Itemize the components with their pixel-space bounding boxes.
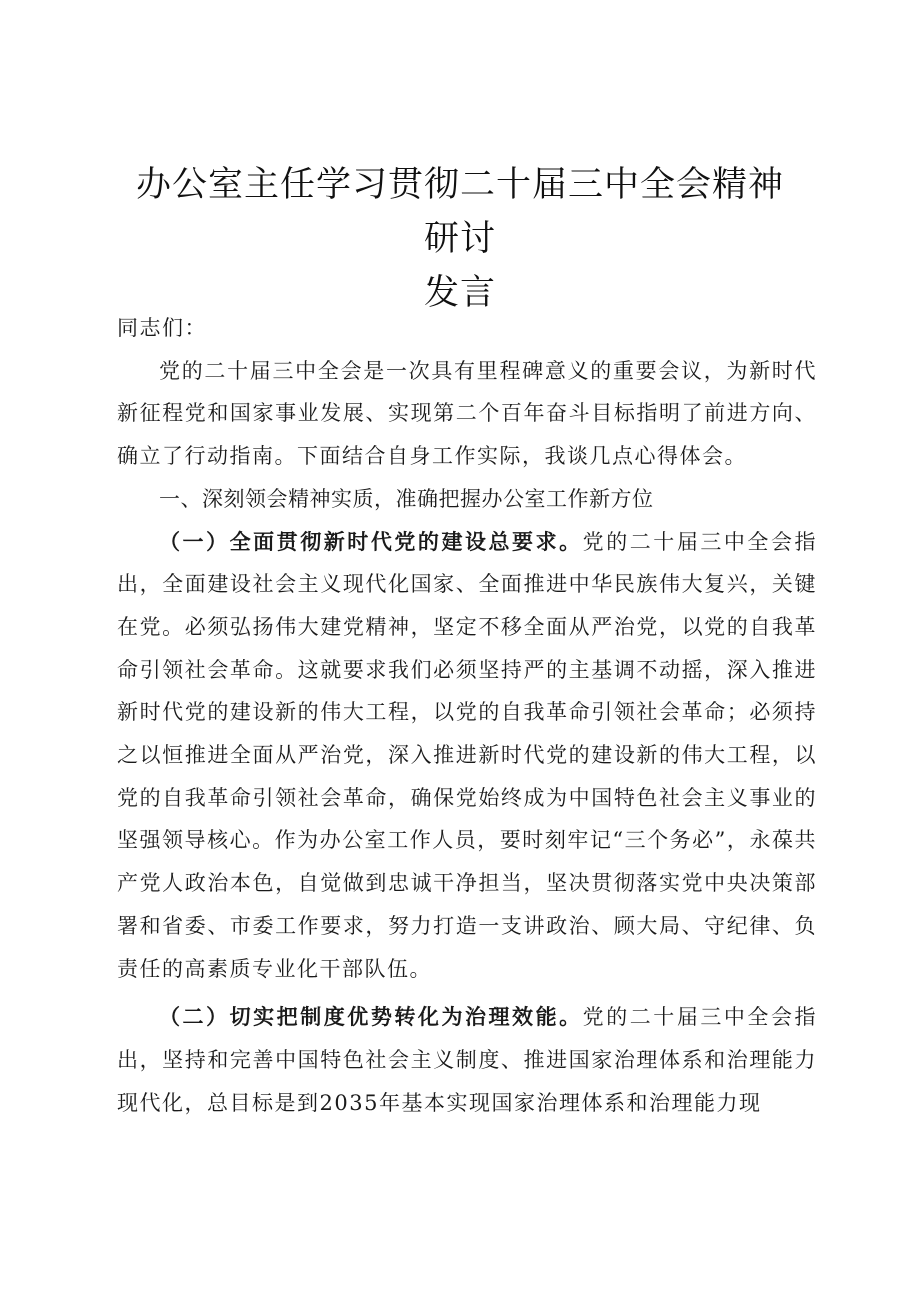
subsection-1-body: 党的二十届三中全会指出，全面建设社会主义现代化国家、全面推进中华民族伟大复兴，关键在党。必须弘扬伟大建党精神，坚定不移全面从严治党，以党的自我革命引领社会革命。这就要求我们必须坚持严的主基调不动摇，深入推进新时代党的建设新的伟大工程，以党的自我革命引领社会革命；必须持之以恒推进全面从严治党，深入推进新时代党的建设新的伟大工程，以党的自我革命引领社会革命，确保党始终成为中国特色社会主义事业的坚强领导核心。作为办公室工作人员，要时刻牢记“三个务必”，永葆共产党人政治本色，自觉做到忠诚干净担当，坚决贯彻落实党中央决策部署和省委、市委工作要求，努力打造一支讲政治、顾大局、守纪律、负责任的高素质专业化干部队伍。: [117, 529, 818, 981]
title-line-1: 办公室主任学习贯彻二十届三中全会精神研讨: [135, 165, 784, 259]
greeting: 同志们：: [117, 316, 207, 340]
subsection-paragraph-1: [117, 521, 817, 991]
subsection-1-heading: （一）全面贯彻新时代党的建设总要求。: [159, 528, 583, 554]
intro-paragraph: 党的二十届三中全会是一次具有里程碑意义的重要会议，为新时代新征程党和国家事业发展、实现第二个百年奋斗目标指明了前进方向、确立了行动指南。下面结合自身工作实际，我谈几点心得体会。: [117, 358, 817, 469]
subsection-2-body: 党的二十届三中全会指出，坚持和完善中国特色社会主义制度、推进国家治理体系和治理能力现代化，总目标是到2035年基本实现国家治理体系和治理能力现: [117, 1005, 818, 1115]
subsection-paragraph-2: [117, 996, 817, 1124]
section-heading-1: 一、深刻领会精神实质，准确把握办公室工作新方位: [159, 486, 654, 511]
title-line-2: 发言: [423, 273, 496, 313]
document-body: [117, 307, 817, 1124]
subsection-2-heading: （二）切实把制度优势转化为治理效能。: [159, 1004, 583, 1030]
document-title: [120, 158, 800, 320]
